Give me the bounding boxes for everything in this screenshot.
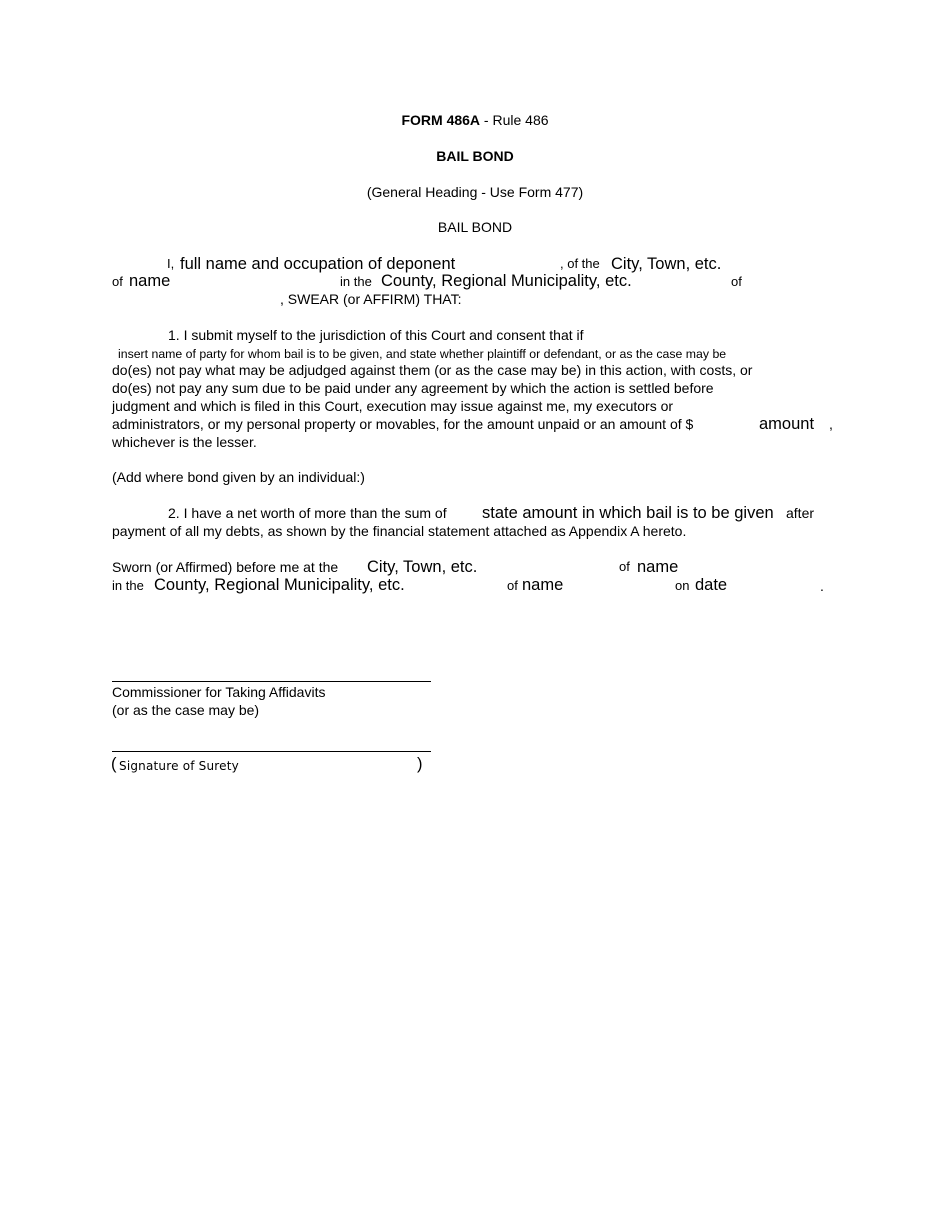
fill-city-1[interactable]: City, Town, etc.: [611, 255, 722, 273]
fill-full-name[interactable]: full name and occupation of deponent: [180, 255, 456, 273]
intro-in-the: in the: [340, 274, 372, 289]
para1-line2: do(es) not pay what may be adjudged against them (or as the case may be) in this action, with costs, or: [112, 362, 753, 378]
para1-line4: judgment and which is filed in this Court, execution may issue against me, my executors or: [112, 398, 674, 414]
sworn-of: of: [619, 559, 630, 574]
fill-name-3[interactable]: name: [522, 576, 564, 594]
sworn-on: on: [675, 578, 690, 593]
intro-of-the: , of the: [560, 256, 600, 271]
intro-i: I,: [167, 256, 175, 271]
general-heading: (General Heading - Use Form 477): [366, 184, 584, 200]
fill-county-2[interactable]: County, Regional Municipality, etc.: [154, 576, 405, 594]
individual-note: (Add where bond given by an individual:): [112, 469, 365, 485]
commissioner-qualifier: (or as the case may be): [112, 702, 260, 718]
surety-close-paren: ): [417, 755, 423, 773]
para1-line3: do(es) not pay any sum due to be paid under any agreement by which the action is settled before: [112, 380, 714, 396]
fill-county-1[interactable]: County, Regional Municipality, etc.: [381, 272, 632, 290]
fill-date[interactable]: date: [695, 576, 728, 594]
fill-amount[interactable]: amount: [759, 415, 815, 433]
para1-line6: whichever is the lesser.: [112, 434, 257, 450]
form-title: BAIL BOND: [436, 148, 514, 164]
para2-line2: payment of all my debts, as shown by the financial statement attached as Appendix A hereto.: [112, 523, 687, 539]
sworn-prefix: Sworn (or Affirmed) before me at the: [112, 559, 339, 575]
fill-name-1[interactable]: name: [129, 272, 171, 290]
fill-bail-amount[interactable]: state amount in which bail is to be given: [482, 504, 774, 522]
para1-line5: administrators, or my personal property or movables, for the amount unpaid or an amount of $: [112, 416, 694, 432]
form-number: FORM 486A: [401, 112, 481, 128]
surety-open-paren: (: [111, 755, 117, 773]
form-number-line: [0, 113, 950, 127]
para1-line1: 1. I submit myself to the jurisdiction of this Court and consent that if: [168, 327, 584, 343]
surety-signature-line[interactable]: [112, 751, 431, 752]
intro-of: of: [112, 274, 123, 289]
surety-label: Signature of Surety: [119, 759, 239, 773]
para1-comma: ,: [829, 416, 833, 432]
swear-text: , SWEAR (or AFFIRM) THAT:: [280, 291, 462, 307]
intro-of-2: of: [731, 274, 742, 289]
form-subtitle: BAIL BOND: [437, 219, 513, 235]
fill-party[interactable]: insert name of party for whom bail is to be given, and state whether plaintiff or defendant, or as the case may be: [118, 347, 727, 361]
rule-reference: - Rule 486: [480, 112, 549, 128]
commissioner-label: Commissioner for Taking Affidavits: [112, 684, 326, 700]
commissioner-signature-line[interactable]: [112, 681, 431, 682]
para2-line1: 2. I have a net worth of more than the sum of: [168, 505, 447, 521]
fill-name-2[interactable]: name: [637, 558, 679, 576]
sworn-in-the: in the: [112, 578, 144, 593]
para2-after: after: [786, 505, 815, 521]
fill-city-2[interactable]: City, Town, etc.: [367, 558, 478, 576]
sworn-of-2: of: [507, 578, 518, 593]
sworn-period: .: [820, 578, 824, 594]
